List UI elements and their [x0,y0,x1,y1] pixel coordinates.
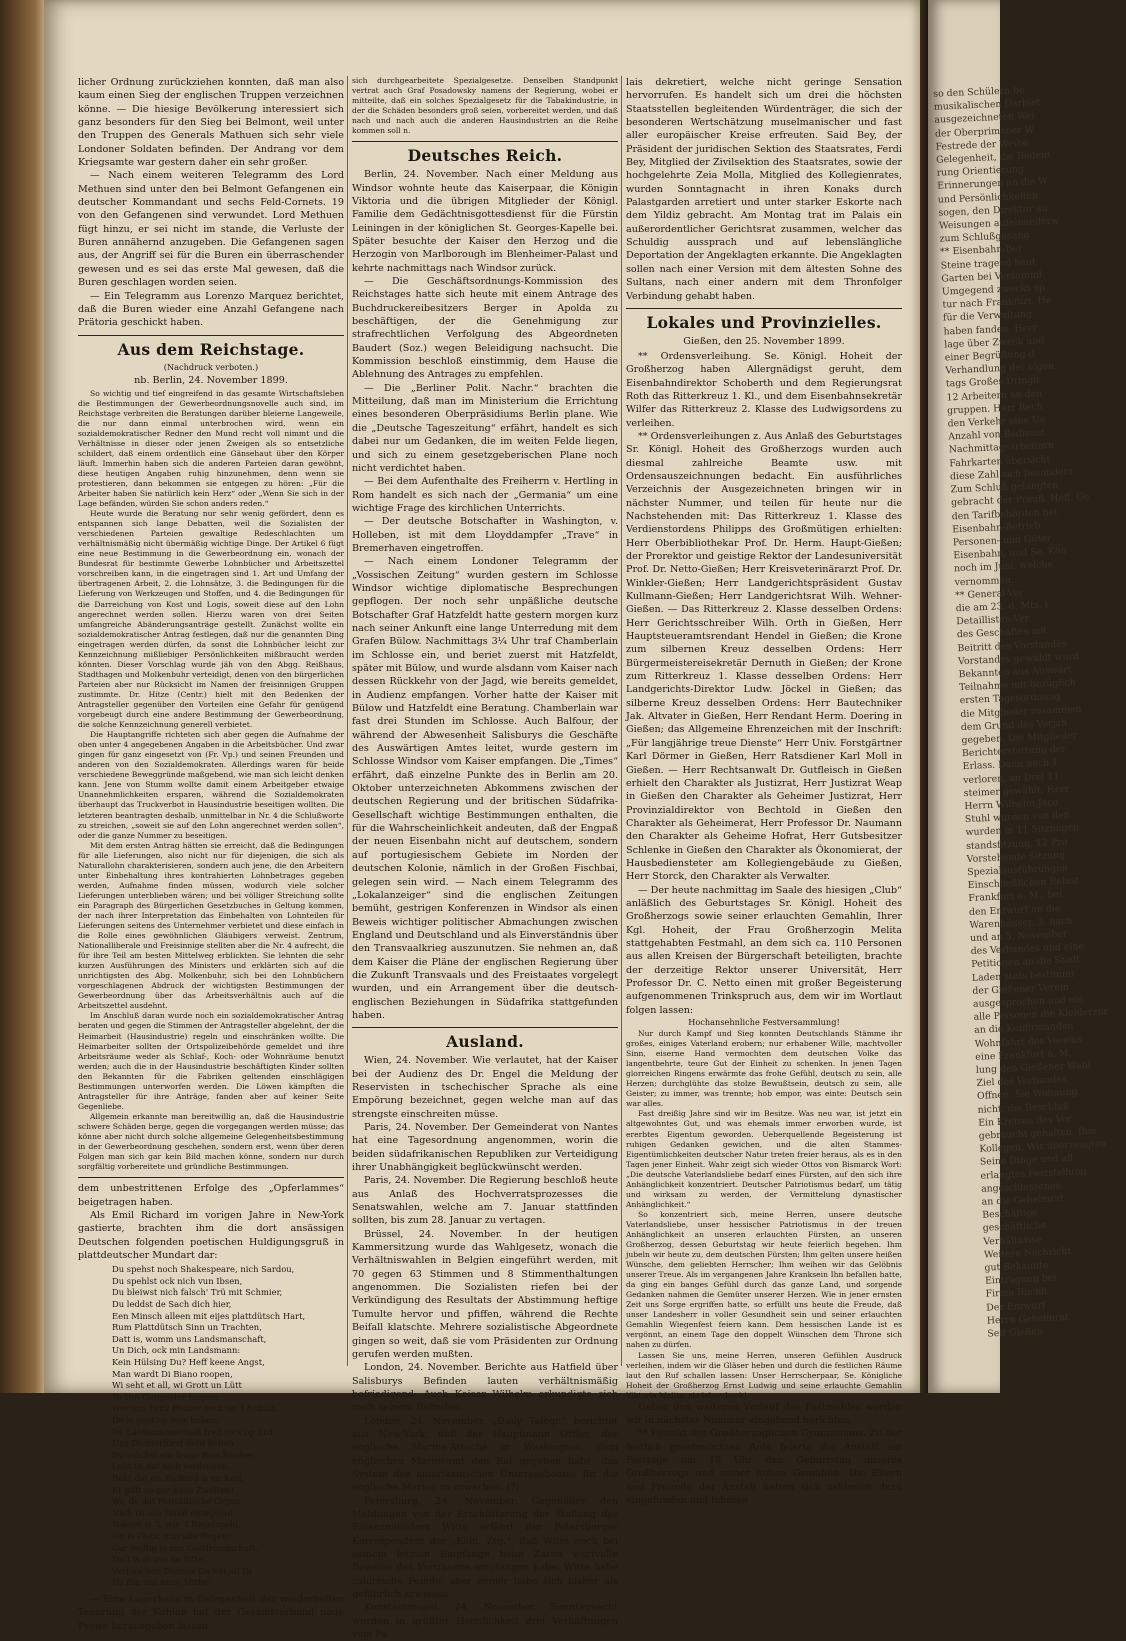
article-paragraph: Allgemein erkannte man bereitwillig an, daß die Hausindustrie schwere Schäden berge, gegen die vorgegangen werden müsse; das könne aber nicht durch solche allgemeine Gelegenheitsbestimmung in der Gewerbeordnung geschehen, sondern erst, wenn über deren Folgen man sich gar kein Bild machen könne, sondern nur durch sorgfältig vorbereitete und gründliche Bestimmungen. [78,1111,344,1172]
article-paragraph: Paris, 24. November. Die Regierung beschloß heute aus Anlaß des Hochverratsprozesses die Senatswahlen, welche am 7. Januar stattfinden sollten, bis zum 28. Januar zu vertagen. [352,1175,618,1227]
poem-line: Us Ein uns unse Mitte! [112,1577,210,1588]
poem-line: Rum Plattdütsch Sinn un Trachten, [112,1322,262,1333]
adjacent-page-line: und an 5. November [969,928,1068,944]
adjacent-page-line: Erlass. Dann nach 1 [962,757,1059,773]
adjacent-page-line: Laden stets bestimmt [971,968,1075,984]
poem-line: Datt is di uns so Sitte, [112,1554,206,1565]
adjacent-page-line: Personen- und Güter [952,532,1052,549]
adjacent-page-line: Stuhl wurden von den [964,809,1071,826]
column-1 [78,76,344,1632]
adjacent-page-line: 12 Arbeitern an den [946,387,1043,404]
article-paragraph: — Bei dem Aufenthalte des Freiherrn v. Hertling in Rom handelt es sich nach der „Germania“ um eine wichtige Frage des kirchlichen Unterrichts. [352,476,618,514]
article-paragraph: London, 24. November. „Daily Telegr.“ berichtet aus New-York, daß der Hauptmann Ottley, der englische Marine-Attaché in Washington, dem englischen Marineamt den Rat gegeben habe, das System des amerikanischen Unterseebootes für die englische Marine zu erwerben. (?) [352,1415,618,1494]
adjacent-page-line: Wohnfahrt des Vereins [974,1033,1083,1050]
dateline: nb. Berlin, 24. November 1899. [134,374,288,386]
speech-paragraph: So konzentriert sich, meine Herren, unsere deutsche Vaterlandsliebe, unser hessischer Patriotismus in der treuen Anhänglichkeit an unseren erlauchten Fürsten, an unseren Großherzog, dessen Geburtstag wir heute feierlich begehen. Ihm jubeln wir heute zu, dem deutschen Fürsten; Ihm gelten unsere heißen Wünsche, dem geliebten Herrscher; Ihm weihen wir das Gelöbnis unserer Treue. Als im vergangenen Jahre Kranksein Ihn befallen hatte, da ging ein banges Gefühl durch das ganze Land, und sorgende Gedanken nahmen die Gemüter unserer Herzen. Wie in jener ernsten Zeit uns Sorge ergriffen hatte, so erfüllt uns heute die Freude, daß unser Landesherr in voller Gesundheit sein und seiner erlauchten Gemahlin Wiegenfest feiern kann. Dem hessischen Lande ist es vergönnt, an einem Tage den doppelt Wünschen dem Throne sich nahen zu dürfen. [626,1209,902,1350]
book-binding [0,0,44,1393]
adjacent-page-line: Vorstehende Sitzung [966,849,1066,865]
adjacent-page-line: diese Zahl sich besonders [949,465,1074,483]
poem-line: Wi, de dat Plattdütsche Organ, [112,1496,244,1507]
article-paragraph: Heute wurde die Beratung nur sehr wenig gefördert, denn es entspannen sich lange Debatten, weil die Sozialisten der verschiedenen Parteien gewaltige Redeschlachten um verhältnismäßig nicht übermäßig wichtige Dinge. Der Artikel 6 fügt eine neue Bestimmung in die Gewerbeordnung ein, wonach der Bundesrat für bestimmte Gewerbe Lohnbücher und Arbeitszettel vorschreiben kann, in die eingetragen sind 1. Art und Umfang der übertragenen Arbeit, 2. die Lohnsätze, 3. die Bedingungen für die Lieferung von Werkzeugen und Stoffen, und 4. die Bedingungen für die Darreichung von Kost und Logis, soweit diese auf den Lohn angerechnet werden sollen. Hierzu waren von drei Seiten umfangreiche Abänderungsanträge gestellt. Zunächst wollte ein sozialdemokratischer Antrag festlegen, daß nur die genannten Ding eingetragen werden dürfen, da sonst die Lohnbücher leicht zur Kennzeichnung mißliebiger Persönlichkeiten mißbraucht werden könnten. Dieser Vorschlag wurde jäh von den Abgg. Reißhaus, Stadthagen und Molkenbuhr verteidigt, denen von den bürgerlichen Parteien aber nur Rücksicht im Namen der freisinnigen Gruppen zustimmte. Dr. Hitze (Centr.) hielt mit den Bedenken der Antragsteller gegenüber den Vorteilen eine Gefahr für genügend vorgebeugt durch eine andere Bestimmung der Gewerbeordnung, die solche Kennzeichnung generell verbietet. [78,509,344,730]
article-paragraph: Als Emil Richard im vorigen Jahre in New-York gastierte, brachten ihm die dort ansässigen Deutschen folgenden poetischen Huldigungsgruß in plattdeutscher Mundart dar: [78,1209,344,1261]
dateline: Gießen, den 25. November 1899. [683,335,845,347]
article-paragraph: dem unbestrittenen Erfolge des „Opferlammes“ beigetragen haben. [78,1183,344,1208]
adjacent-page-line: Gelegenheit, die Bedeut [935,149,1052,166]
adjacent-page-line: Verhandlung der eigen [945,361,1055,377]
poem-line: Du spehst noch Shakespeare, nich Sardou, [112,1264,295,1275]
adjacent-page-line: Herrn Wilhelm Jaco [964,796,1059,813]
adjacent-page-line: Ein Kreisen des Vor [977,1113,1073,1129]
adjacent-page-line: Ziel des Verbandes [976,1074,1067,1090]
adjacent-page-line: Bekannten aus Auswärt [958,664,1072,681]
adjacent-page-line: Petitionen an die Stadt [971,954,1081,971]
adjacent-page-line: gebracht der Preuß. Heff. Ge [950,491,1090,509]
adjacent-page-line: der Oberprimaner W [934,124,1035,140]
adjacent-page-line: Berichterstattung der [961,743,1067,760]
column-2 [352,76,618,1641]
poem-line: Du bleiwst nich falsch' Trü mit Schmier, [112,1287,283,1298]
speech-paragraph: Lassen Sie uns, meine Herren, unseren Gefühlen Ausdruck verleihen, indem wir die Gläser heben und durch die festlichen Räume laut den Ruf schallen lassen: Unser Herrscherpaar, Se. Königliche Hoheit der Großherzog Ernst Ludwig und seine erlauchte Gemahlin Viktoria Melita, sie leben hoch! [626,1350,902,1400]
adjacent-page-line: den Verkehr eine Ue [947,414,1046,430]
book-gutter [920,0,928,1393]
adjacent-page-line: noch im Juni, welche [953,559,1054,575]
adjacent-page-line: Weisungen aufeinanderw [938,215,1060,232]
adjacent-page-line: lung den Gießener Wahl [975,1059,1091,1076]
adjacent-page-line: Fahrkarten übersicht [949,453,1051,470]
adjacent-page-line: Seine Dinge und all [979,1153,1074,1169]
column-rule [347,76,348,1366]
section-divider [352,141,618,142]
article-paragraph: — Eine Lagerhaus in Gelegenheit der wiederholten Teuerung der Kohlen hat der Gesamtverband neue Preise herausgeben lassen. [78,1593,344,1632]
adjacent-page-line: Eisenbahn, und Se. Kön [953,545,1067,562]
adjacent-page-line: für die Verwaltung [942,309,1033,325]
adjacent-page-line: Umgegend zwecks sp [941,282,1046,298]
adjacent-page-line: nicht, die Beschluß [977,1100,1070,1116]
adjacent-page-line: zum Schlußgesang [939,229,1030,245]
adjacent-page-line: den Tarifbehörden bei [951,506,1058,522]
poem-line: Wer uns Fritz Reuter heut op 't Schillb, [112,1403,279,1414]
poem-line: Et gifft so gar keen Zweiten! [112,1484,234,1495]
adjacent-page-line: Einschließlichen Belast [967,875,1080,892]
adjacent-page-line: eine Frankfurt a. M. [975,1047,1072,1063]
adjacent-page-line: Verhältnisse [983,1233,1043,1248]
adjacent-page-line: Steine tragend heut [940,256,1037,272]
speech-paragraph: Nur durch Kampf und Sieg konnten Deutschlands Stämme ihr großes, einiges Vaterland erobern; nur erhabener Wille, machtvoller Sinn, eiserne Hand vermochten dem deutschen Volke das langentbehrte, teure Gut der Einheit zu schenken. In jenen Tagen glorreichen Ringens erwärmte das frohe Gefühl, deutsch zu sein, alle Herzen; durchglühte das stolze Bewußtsein, deutsch zu sein, alle Geister; zu immer, was trennte; hob empor, was einte: Deutsch sein war alles. [626,1029,902,1109]
column-3 [626,76,902,1507]
article-paragraph: — Die Geschäftsordnungs-Kommission des Reichstages hatte sich heute mit einem Antrage des Buchdruckereibesitzers Berger in Apolda zu beschäftigen, der die Genehmigung zur strafrechtlichen Verfolgung des Abgeordneten Baudert (Soz.) wegen Beleidigung nachsucht. Die Kommission beschloß einstimmig, dem Hause die Ablehnung des Antrages zu empfehlen. [352,276,618,381]
adjacent-page-line: Herrn Geheimrat [986,1311,1070,1327]
newspaper-page [44,0,920,1641]
adjacent-page-line: Eisenbahn-Betrieb [952,520,1041,536]
article-paragraph: So wichtig und tief eingreifend in das gesamte Wirtschaftsleben die Bestimmungen der Gewerbeordnungsnovelle auch sind, im Reichstage verbreiten die Beratungen darüber bleierne Langeweile, die nur dann einmal unterbrochen wird, wenn ein sozialdemokratischer Redner den Mund recht voll nimmt und die Verhältnisse in dieser oder jenen Zweigen als so entsetzliche schildert, daß einem ordentlich eine Gänsehaut über den Körper läuft. Immerhin haben sich die anderen Parteien daran gewöhnt, diese heutigen Angaben ruhig hinzunehmen, denn wenn sie protestieren, dann bekommen sie entgegen zu hören: „Für die Arbeiter haben Sie natürlich kein Herz“ oder „Wenn Sie sich in der Lage befänden, würden Sie schon anders reden.“ [78,388,344,509]
article-paragraph: ** Ordensverleihung. Se. Königl. Hoheit der Großherzog haben Allergnädigst geruht, dem Eisenbahndirektor Schoberth und dem Regierungsrat Roth das Ritterkreuz 1. Kl., und dem Eisenbahnsekretär Wilfer das Ritterkreuz 2. Klasse des Ludwigsordens zu verleihen. [626,350,902,429]
adjacent-page-line: verloren, an Drei 11 [962,770,1060,786]
adjacent-page-line: ** Eisenbahn-Ber [939,243,1023,259]
article-paragraph: licher Ordnung zurückziehen konnten, daß man also kaum einen Sieg der englischen Truppen verzeichnen könne. — Die hiesige Bevölkerung interessiert sich ganz besonders für den Sieg bei Belmont, weil unter den Truppen des Generals Mathuen sich sehr viele Londoner Soldaten befinden. Der Andrang vor dem Kriegsamte war gestern daher ein sehr großer. [78,77,344,169]
speech-salutation: Hochansehnliche Festversammlung! [688,1017,840,1028]
adjacent-page-line: Anzahl von Bedienst [948,427,1046,443]
adjacent-page-line: Weitere Nachricht [983,1245,1072,1261]
article-paragraph: Die Hauptangriffe richteten sich aber gegen die Aufnahme der oben unter 4 angegebenen Angaben in die Arbeitsbücher. Und zwar gingen für ganz eingesetzt von (Fr. Vp.) und seinen Freunden und anderen von den Sozialdemokraten. Allerdings waren für beide verschiedene Beweggründe maßgebend, wie man sich leicht denken kann. Jene von Stumm wollte damit einem Arbeitgeber etwaige Unannehmlichkeiten ersparen, während die Sozialdemokraten überhaupt das Truckverbot in Hausindustrie beseitigen wollten. Die letzteren beantragten deshalb, unmittelbar in Nr. 4 die Schlußworte zu streichen, „soweit sie auf den Lohn angerechnet werden sollen“, oder die ganze Nummer zu beseitigen. [78,730,344,840]
adjacent-page-line: gut Bekannte [984,1259,1049,1274]
article-paragraph: Berlin, 24. November. Nach einer Meldung aus Windsor wohnte heute das Kaiserpaar, die Königin Viktoria und die übrigen Mitglieder der Königl. Familie dem Gedächtnisgottesdienst für die Fürstin Leiningen in der königlichen St. Georges-Kapelle bei. Später besuchte der Kaiser den Herzog und die Herzogin von Marlborough im Blenheimer-Palast und kehrte nachmittags nach Windsor zurück. [352,169,618,274]
poem-line: Loht Di dat nich verdreiten, [112,1461,231,1472]
poem-line: Verbaschen Danner Du hät all Di [112,1565,252,1576]
article-paragraph: London, 24. November. Berichte aus Hatfield über Salisburys Befinden lauten verhältnismäßig befriedigend. Auch Kaiser Wilhelm erkundigte sich nach seinem Befinden. [352,1362,618,1414]
adjacent-page-line: sogen, den Direktor au [938,202,1048,219]
adjacent-page-line: Festrede der Weihe [935,137,1029,153]
adjacent-page-line: erlangtes Feststellung [980,1165,1087,1182]
article-paragraph: sich durchgearbeitete Spezialgesetze. Denselben Standpunkt vertrat auch Graf Posadowsky namens der Regierung, wobei er mitteilte, daß ein solches Spezialgesetz für die Tabakindustrie, in der die Schäden besonders groß seien, vorbereitet werden, und daß nach und nach auch die anderen Hausindustrien an die Reihe kommen soll n. [352,76,618,136]
article-paragraph: Ueber den weiteren Verlauf des Festmahles werden wir in nächster Nummer eingehend berichten. [626,1401,902,1427]
article-paragraph: Wien, 24. November. Wie verlautet, hat der Kaiser bei der Audienz des Dr. Engel die Meldung der Reservisten in tschechischer Sprache als eine Empörung bezeichnet, gegen welche man auf das strengste einschreiten müsse. [352,1055,618,1120]
poem-line: To Din Gnitpötter loopen. [112,1391,221,1402]
adjacent-page-line: Nachmittagsarbeitern [948,440,1055,456]
adjacent-page-line: Kollegen. Wir überzeugten [979,1138,1107,1156]
adjacent-page-line: standsfitzung, 12 Pro [965,836,1068,852]
section-divider [626,308,902,309]
poem-line: Nu is Platz, nun alle Regen! [112,1530,231,1541]
adjacent-page-text [928,84,1109,1341]
adjacent-page-line: Der Entwurf [986,1299,1046,1314]
poem-line: Du möchst ein lange Reis hierher, [112,1449,256,1460]
adjacent-page-line: steimer gewählt. Herr [963,783,1070,799]
adjacent-page-line: rung Orientierung [936,164,1025,179]
adjacent-page-line: ** General-Ver [954,587,1024,602]
adjacent-page-line: Frankfurt a. M., bei [968,889,1063,905]
section-heading-deutsches-reich: Deutsches Reich. [407,146,563,166]
adjacent-page-line: die am 23. d. Mts. i [955,599,1048,615]
reprint-note: (Nachdruck verboten.) [163,361,259,372]
adjacent-page-line: gebraucht gehalten. Ihm [978,1125,1097,1142]
poem-line: Un Dich, ock min Landsmann: [112,1345,241,1356]
adjacent-page-line: Teilnahme mit bezüglich [958,677,1076,694]
adjacent-page-line: Beschäftige [981,1207,1039,1221]
adjacent-page-line: Zum Schluß gelangten [950,479,1059,496]
article-paragraph: Brüssel, 24. November. In der heutigen Kammersitzung wurde das Wahlgesetz, wonach die Verhältniswahlen in Belgien eingeführt werden, mit 70 gegen 63 Stimmen und 8 Stimmenthaltungen angenommen. Die Sozialisten riefen bei der Verkündigung des Resultats der Abstimmung heftige Tumulte hervor und pfiffen, während die Rechte Beifall klatschte. Mehrere sozialistische Abgeordnete gingen so weit, daß sie vom Präsidenten zur Ordnung gerufen werden mußten. [352,1228,618,1360]
adjacent-page-line: musikalischen Darbiet [933,97,1041,113]
adjacent-page-line: vernommen. [954,574,1015,588]
article-paragraph: — Nach einem Londoner Telegramm der „Vossischen Zeitung“ wurden gestern im Schlosse Windsor wichtige diplomatische Besprechungen gepflogen. Der noch sehr unpäßliche deutsche Botschafter Graf Hatzfeldt hatte gestern morgen kurz nach seiner Ankunft eine lange Unterredung mit dem Grafen Bülow. Nachmittags 3¼ Uhr traf Chamberlain im Schlosse ein, und beriet zuerst mit Hatzfeldt, später mit Bülow, und wurde alsdann vom Kaiser nach dessen Rückkehr von der Jagd, wie bereits gemeldet, in Audienz empfangen. Vorher hatte der Kaiser mit Bülow und Hatzfeldt eine Beratung. Chamberlain war fast drei Stunden im Schlosse. Auch Balfour, der während der Abwesenheit Salisburys die Geschäfte des Auswärtigen Amtes leitet, wurde gestern im Schlosse Windsor vom Kaiser empfangen. Die „Times“ erfährt, daß einzelne Punkte des in Berlin am 20. Oktober unterzeichneten Abkommens zwischen der deutschen Regierung und der britischen Südafrika-Gesellschaft wichtige Bestimmungen enthalten, die für die Wahrscheinlichkeit andeuten, daß der Engpaß der neuen Eisenbahn nicht auf deutschem, sondern auf portugiesischem Gebiete im Norden der deutschen Kolonie, nämlich in der Großen Fischbai, gelegen sein wird. — Nach einem Telegramm des „Lokalanzeiger“ sind die englischen Zeitungen bemüht, gestrigen Konferenzen in Windsor als einen Beweis wichtiger politischer Abmachungen zwischen England und Deutschland und als Einverständnis über den Transvaalkrieg auszunutzen. Sie nehmen an, daß dem Kaiser die Pläne der englischen Regierung über die Zukunft Transvaals und des Freistaates vorgelegt wurden, und ein Arrangement über die deutsch-englischen Beziehungen in Südafrika stattgefunden haben. [352,556,618,1021]
adjacent-page-line: an die Konfirmanden [973,1020,1074,1037]
adjacent-page-line: den Entwurf an die [968,902,1061,918]
adjacent-page-line: Garten bei Versamml [941,269,1043,285]
article-paragraph: lais dekretiert, welche nicht geringe Sensation hervorrufen. Es handelt sich um drei die höchsten Staatsstellen begleitenden Würdenträger, die sich der besonderen Wertschätzung muselmanischer und fast aller europäischer Kreise erfreuten. Said Bey, der Präsident der juridischen Sektion des Staatsrates, Ferdi Bey, Mitglied der Zivilsektion des Staatsrates, sowie der hochgelehrte Zeia Molla, Mitglied des Kollegienrates, wurden Sonntagnacht in ihren Konaks durch Palastgarden arretiert und unter starker Eskorte nach dem Yildiz gebracht. Am Montag trat im Palais ein außerordentlicher Gerichtsrat zusammen, welcher das Schuldig aussprach und auf lebenslängliche Deportation der Angeklagten erkannte. Die Angeklagten sollen nach einer Version mit dem ältesten Sohne des Sultans, nach einer andern mit dem Thronfolger Verbindung gehabt haben. [626,77,902,302]
poem-line: Du spehlst ock nich vun Ibsen, [112,1275,243,1286]
adjacent-page-line: tags Großes Dringli [945,374,1040,390]
section-heading-ausland: Ausland. [446,1032,524,1052]
section-heading-lokales: Lokales und Provinzielles. [646,312,882,332]
article-paragraph: — Der heute nachmittag im Saale des hiesigen „Club“ anläßlich des Geburtstages Sr. Königl. Hoheit des Großherzogs sowie seiner erlauchten Gemahlin, Ihrer Kgl. Hoheit, der Frau Großherzogin Melita stattgehabten Festmahl, an dem sich ca. 110 Personen aus allen Kreisen der Bürgerschaft beteiligten, brachte der derzeitige Rektor unserer Universität, Herr Professor Dr. C. Netto einen mit großer Begeisterung aufgenommenen Trinkspruch aus, dem wir im Wortlaut folgen lassen: [626,884,902,1016]
column-rule [621,76,622,1366]
adjacent-page-line: die Mitglieder zusammen [960,703,1082,720]
article-paragraph: Paris, 24. November. Der Gemeinderat von Nantes hat eine Tagesordnung angenommen, worin die beiden südafrikanischen Republiken zur Verteidigung ihrer Unabhängigkeit beglückwünscht werden. [352,1122,618,1174]
adjacent-page-line: Seit Gießen [987,1326,1044,1340]
poem-line: Du leddst de Sach dich hier, [112,1299,232,1310]
adjacent-page-line: ersten Tagesordnung [959,691,1061,707]
article-paragraph: — Ein Telegramm aus Lorenzo Marquez berichtet, daß die Buren wieder eine Anzahl Gefangene nach Prätoria geschickt haben. [78,290,344,329]
poem-line: Man wardt Di Biano roopen, [112,1368,233,1379]
adjacent-page-line: dem Grund des Vorjah [960,717,1068,733]
article-paragraph: Petersburg, 24. November. Gegenüber den Meldungen von der Erschütterung der Stellung des Finanzministers Witte erfährt der Petersburger Korrespondent der „Köln. Ztg.“, daß Witte noch bei seinem letzten Empfange beim Zaren wertvolle Beweise des Vertrauens empfangen habe. Witte habe zahlreiche Feinde, aber keiner habe sich bisher als gefährlich erwiesen. [352,1495,618,1601]
adjacent-page-line: alle Personen die Kleiderzur [973,1006,1109,1024]
poem-line: Datt is, womm uns Landsmanschaft, [112,1333,267,1344]
poem-line: Nich Di uns Hand entegeen! [112,1507,233,1518]
adjacent-page-line: der Gießener Verein [972,981,1070,997]
section-divider [78,1177,344,1178]
adjacent-page-line: so den Schülern be [933,84,1025,100]
article-paragraph: — Die „Berliner Polit. Nachr.“ brachten die Mitteilung, daß man im Ministerium die Errichtung eines besonderen Oberpräsidiums Berlin plane. Wie die „Deutsche Tageszeitung“ erfährt, handelt es sich dabei nur um Gedanken, die im weiten Felde liegen, und sich zu einem gesetzgeberischen Plane noch nicht verdichtet haben. [352,382,618,474]
article-paragraph: Mit dem ersten Antrag hätten sie erreicht, daß die Bedingungen für alle Lieferungen, also nicht nur für diejenigen, die sich als Naturallohn charakterisieren, sondern auch jene, die den Arbeitern unter Einbehaltung ihres kontrahierten Lohnbetrages gegeben werden, Aufnahme finden müssen, wodurch viele solcher Lieferungen unterblieben wären; und bei völliger Streichung sollte ein Paragraph des Bürgerlichen Gesetzbuches in Geltung kommen, der nach ihrer Interpretation das Einbehalten von Lohnteilen für Lieferungen seitens des Unternehmer verbietet und diese einfach in die Rolle eines gewöhnlichen Gläubigers verweist. Zentrum, Nationalliberale und Freisinnige stellten aber die Nr. 4 aufrecht, die für ihre Teil am besten Mittelweg erblickten. Sie lehnten die sehr kurzen Ausführungen des Ministers und erklärten sich auf die unrichtigsten des Abg. Molkenbuhr, sich bei den Lohnbüchern vorgeschlagenen Abdruck der wichtigsten Bestimmungen der Gewerbeordnung über das Arbeitsverhältnis auch auf die Arbeitszettel ausdehnt. [78,840,344,1011]
article-paragraph: Im Anschluß daran wurde noch ein sozialdemokratischer Antrag beraten und gegen die Stimmen der Antragsteller abgelehnt, der die Heimarbeit (Hausindustrie) regeln und einschränken wollte. Die Heimarbeiter sollten der Ortspolizeibehörde gemeldet und ihre Arbeitsräume weder als Schlaf-, Koch- oder Wohnräume benutzt werden; auch die in der Hausindustrie beschäftigten Kinder sollten den Bekannten für die Fabriken geltenden einschlägigen Bestimmungen unterworfen werden. Die Löwen kämpften die Antragsteller für ihre Anträge, fanden aber auf keiner Seite Gegenliebe. [78,1011,344,1111]
adjacent-page-line: einer Begrüßung d [944,348,1035,364]
adjacent-page-line: und Persönlichkeiten [937,189,1039,206]
adjacent-page-line: Vorstandes gewählt wurd [957,650,1080,667]
adjacent-page-line: Firma Buchh [985,1286,1048,1301]
article-paragraph: ** Ordensverleihungen z. Aus Anlaß des Geburtstages Sr. Königl. Hoheit des Großherzogs wurden auch diesmal zahlreiche Beamte usw. mit Ordensauszeichnungen bedacht. Ein ausführliches Verzeichnis der Ausgezeichneten bringen wir in nächster Nummer, und teilen für heute nur die Nachstehenden mit: Das Ritterkreuz 1. Klasse des Verdienstordens Philipps des Großmütigen erhielten: Herr Oberbibliothekar Prof. Dr. Herm. Haupt-Gießen; der Prorektor und geistige Rektor der Landesuniversität Prof. Dr. Netto-Gießen; Herr Kreisveterinärarzt Prof. Dr. Winkler-Gießen; Herr Landgerichtspräsident Gustav Kullmann-Gießen; Herr Landgerichtsrat Wilh. Wehner-Gießen. — Das Ritterkreuz 2. Klasse desselben Ordens: Herr Gerichtsschreiber Wilh. Orth in Gießen, Herr Hauptsteueramtsrendant Hendel in Gießen; die Krone zum silbernen Kreuz desselben Ordens: Herr Bürgermeistereisekretär Dernuth in Gießen; der Krone zum Ritterkreuz 1. Klasse desselben Ordens: Herr Landgerichts-Direktor Ludw. Jöckel in Gießen; das silberne Kreuz desselben Ordens: Herr Bautechniker Jak. Altvater in Gießen, Herr Rendant Herm. Doering in Gießen; das Allgemeine Ehrenzeichen mit der Inschrift: „Für langjährige treue Dienste“ Herr Univ. Forstgärtner Karl Dörmer in Gießen, Herr Ratsdiener Karl Moll in Gießen. — Herr Rechtsanwalt Dr. Gutfleisch in Gießen erhielt den Charakter als Justizrat, Herr Justizrat Weap in Gießen den Charakter als Geheimer Justizrat, Herr Provinzialdirektor von Bechtold in Gießen den Charakter als Geheimerat, Herr Professor Dr. Naumann den Charakter als Geheime Hofrat, Herr Gutsbesitzer Schlenke in Gießen den Charakter als Ökonomierat, der Hausbediensteter am Kollegiengebäude zu Gießen, Herr Storck, den Charakter als Verwalter. [626,430,902,883]
adjacent-page-line: gruppen. Herr Rech [946,401,1043,417]
adjacent-page-line: haben fanden. Herr [943,322,1038,338]
poem-line: De Landsmannschaft freit sick op Erd, [112,1426,276,1437]
poem-line: Kein Hülsing Du? Heff keene Angst, [112,1357,265,1367]
poem-line: Een Minsch alleen mit eijes plattdütsch Hart, [112,1310,306,1321]
speech-paragraph: Fast dreißig Jahre sind wir im Besitze. Was neu war, ist jetzt ein altgewohntes Gut, und was ehemals immer erworben wurde, ist ererbtes Eigentum geworden. Ueberquellende Begeisterung ist ruhigen Gedanken gewichen, und die alten Stammes-Eigentümlichkeiten deutscher Natur treten freier heraus, als es in den Tagen jener Einheit. Wahr zeigt sich wieder Ottos von Bismarck Wort: „Die deutsche Vaterlandsliebe bedarf eines Fürsten, auf den sich ihre Anhänglichkeit konzentriert. Deutscher Patriotismus bedarf, um tätig und wirksam zu werden, der Vermittelung dynastischer Anhänglichkeit.“ [626,1109,902,1209]
poem-line: Gar heillig is uns Gastfründschaft, [112,1542,258,1553]
article-paragraph: Konstantinopel, 24. November. Sonntagnacht wurden in größter Heimlichkeit drei Verhaftungen vom Pa- [352,1602,618,1641]
adjacent-page-line: an die Geheimrat [981,1193,1065,1208]
dialect-poem [112,1264,344,1589]
section-heading-reichstag: Aus dem Reichstage. [117,339,305,359]
adjacent-page-line: Offnen. Sie Wohnung [976,1086,1078,1103]
adjacent-page-line: Eintragung bei [984,1272,1057,1287]
adjacent-page-line: geschäftliche [982,1220,1047,1235]
poem-line: Wi seht et all, wi Grott un Lütt [112,1380,242,1391]
section-divider [78,335,344,336]
poem-line: Uns Dichterfürst doht baben. [112,1438,237,1449]
adjacent-page-line: gegeben. Die Mitglieder [961,730,1078,747]
adjacent-page-line: tur nach Frankfurt. He [942,295,1052,311]
poem-line: Toleter is 't, wie 't Regelspehl, [112,1519,241,1530]
adjacent-page-line: ausgezeichneten Wei [934,110,1035,127]
adjacent-page-line: Detaillisten-Ver [956,613,1030,628]
article-paragraph: ** Festakt des Großherzoglichen Gymnasiums. Zu der festlich geschmückten Aula feierte die Anstalt am Festtage um 10 Uhr den Geburtstag unseres Großherzogs und seiner hohen Gemahlin. Die Eltern und Freunde der Anstalt hatten sich zahlreich dazu eingefunden und lohnten [626,1428,902,1507]
adjacent-page-line: des Geschäftes mit [956,625,1048,641]
adjacent-page-line: lage über Zweck und [943,335,1045,351]
article-paragraph: — Nach einem weiteren Telegramm des Lord Methuen sind unter den bei Belmont Gefangenen ein deutscher Kommandant und sechs Feld-Cornets. 19 von den Gefangenen sind verwundet. Lord Methuen fügt hinzu, er sei nicht im stande, die Verluste der Buren annähernd anzugeben. Die Gefangenen sagen aus, der Angriff sei für die Buren ein überraschender gewesen und es sei das erste Mal gewesen, daß die Buren geschlagen worden seien. [78,170,344,289]
adjacent-page-line: Beitritt des Vorstandes [957,638,1067,654]
adjacent-page-line: Warenhäuser, 3. nach [969,915,1073,931]
poem-line: Bekt dat er: Richard is en Kerl, [112,1472,245,1483]
section-divider [352,1027,618,1028]
adjacent-page-line: des Verbandes und eine [970,941,1085,958]
adjacent-page-line: Spezialausführungen [967,862,1069,879]
adjacent-page-line: wurden in 11 Sitzungen [965,822,1080,839]
adjacent-page-line: angeschlossenes [980,1180,1061,1195]
adjacent-page-line: Erinnerungen an die W [937,176,1049,193]
adjacent-page-fragment [928,0,1109,1393]
adjacent-page-line: ausgesprochen und ein [972,994,1084,1010]
poem-line: De is goot op hier hoben, [112,1414,220,1425]
article-paragraph: — Der deutsche Botschafter in Washington, v. Holleben, ist mit dem Lloyddampfer „Trave“ in Bremerhaven eingetroffen. [352,516,618,554]
